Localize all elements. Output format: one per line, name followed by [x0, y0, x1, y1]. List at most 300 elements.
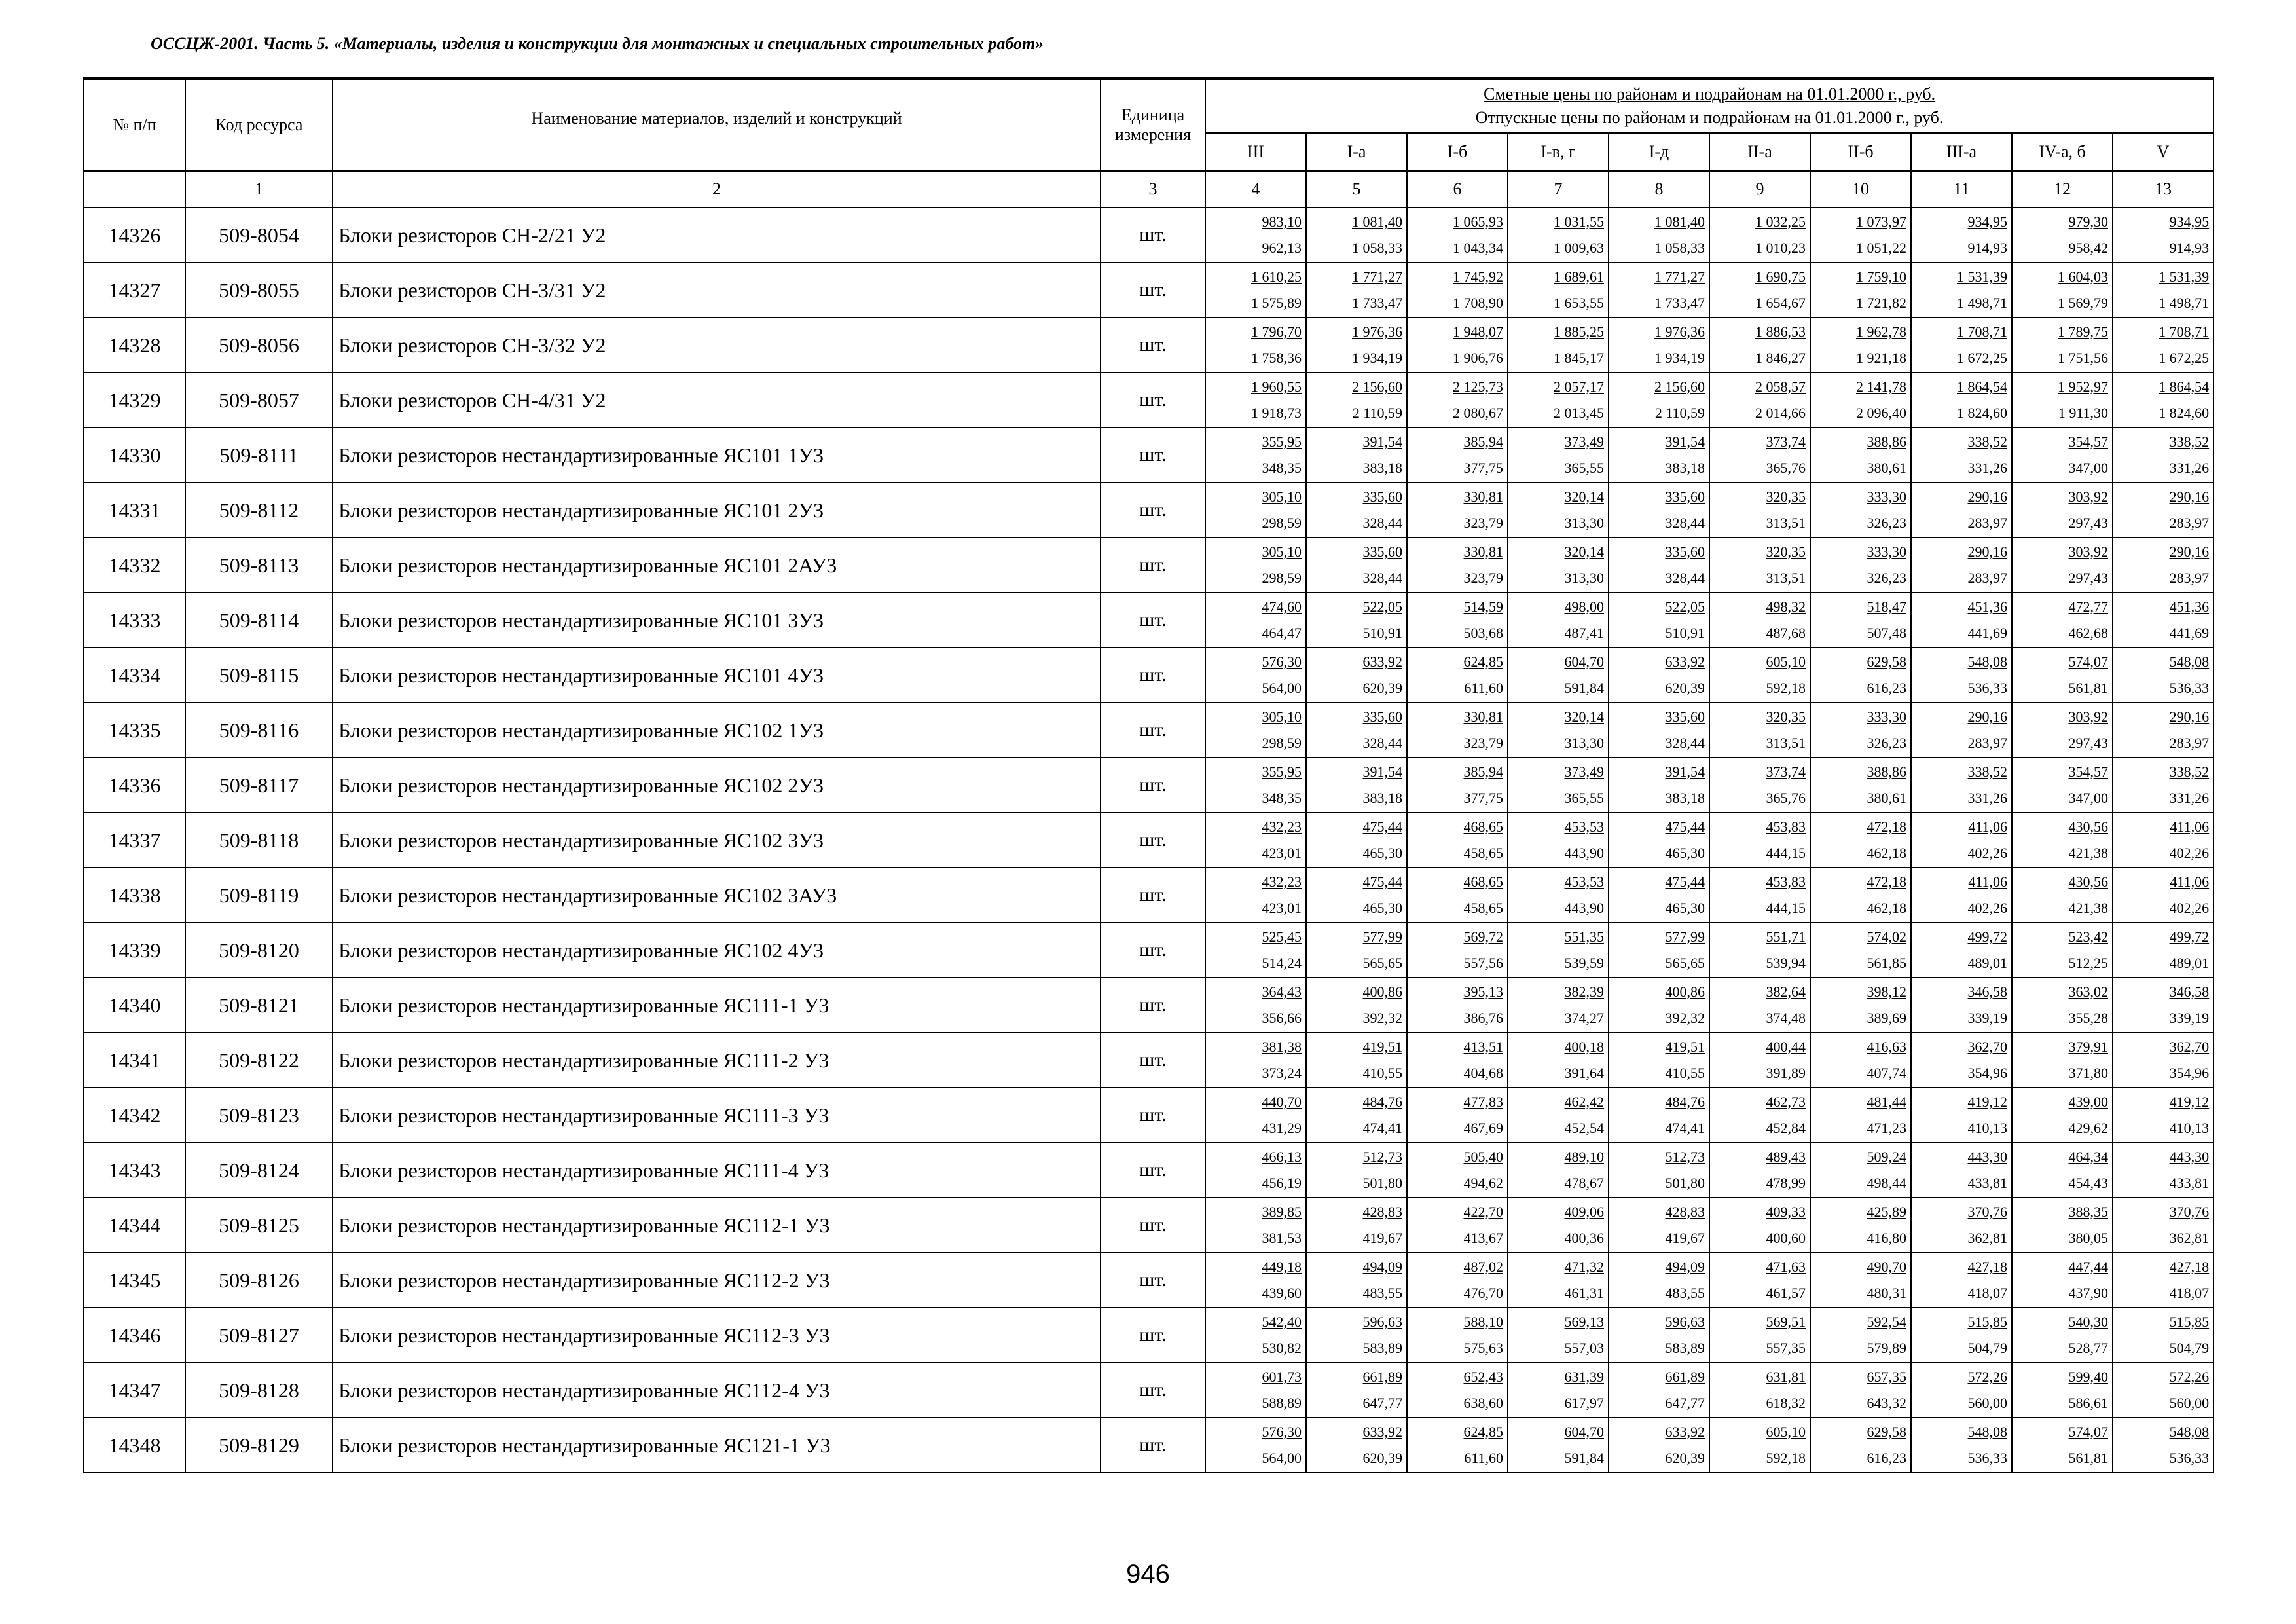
estimate-price: 2 057,17 [1554, 378, 1604, 395]
estimate-price: 305,10 [1262, 709, 1302, 725]
estimate-price: 370,76 [2169, 1204, 2210, 1220]
estimate-price: 629,58 [1867, 1424, 1906, 1440]
row-number: 14338 [84, 868, 185, 923]
estimate-price: 409,06 [1564, 1204, 1604, 1220]
estimate-price: 346,58 [2169, 984, 2210, 1000]
release-price: 443,90 [1564, 845, 1604, 861]
estimate-price: 661,89 [1665, 1369, 1705, 1385]
price-cell [1508, 593, 1609, 648]
estimate-price: 362,70 [2169, 1039, 2210, 1055]
estimate-price: 338,52 [1967, 764, 2007, 780]
estimate-price: 335,60 [1665, 544, 1705, 560]
estimate-price: 388,86 [1867, 764, 1906, 780]
release-price: 539,94 [1766, 955, 1806, 971]
price-cell [1306, 758, 1407, 813]
unit-of-measure: шт. [1101, 1033, 1205, 1088]
price-cell [1407, 1418, 1508, 1473]
estimate-price: 411,06 [2170, 874, 2210, 890]
release-price: 489,01 [2169, 955, 2210, 971]
resource-code: 509-8116 [185, 703, 333, 758]
price-cell [2012, 1418, 2113, 1473]
release-price: 591,84 [1564, 680, 1604, 696]
release-price: 418,07 [1967, 1285, 2007, 1301]
price-cell [1205, 1033, 1306, 1088]
header-code: Код ресурса [185, 79, 333, 171]
price-cell [1205, 593, 1306, 648]
release-price: 501,80 [1665, 1175, 1705, 1191]
price-cell [1810, 318, 1911, 373]
estimate-price: 355,95 [1262, 764, 1302, 780]
price-cell [2012, 978, 2113, 1033]
unit-of-measure: шт. [1101, 1253, 1205, 1308]
estimate-price: 525,45 [1262, 929, 1302, 945]
release-price: 536,33 [2169, 680, 2210, 696]
release-price: 323,79 [1463, 735, 1503, 751]
release-price: 441,69 [2169, 625, 2210, 641]
release-price: 2 013,45 [1554, 405, 1604, 421]
estimate-price: 523,42 [2068, 929, 2108, 945]
release-price: 487,41 [1564, 625, 1604, 641]
release-price: 536,33 [1967, 680, 2007, 696]
release-price: 389,69 [1867, 1010, 1906, 1026]
unit-of-measure: шт. [1101, 1363, 1205, 1418]
unit-of-measure: шт. [1101, 923, 1205, 978]
estimate-price: 440,70 [1262, 1094, 1302, 1110]
release-price: 647,77 [1665, 1395, 1705, 1411]
price-cell [1205, 923, 1306, 978]
release-price: 647,77 [1362, 1395, 1402, 1411]
estimate-price: 548,08 [1967, 1424, 2007, 1440]
table-row [84, 1253, 2214, 1308]
price-cell [1609, 373, 1709, 428]
column-number: 11 [1911, 171, 2012, 208]
resource-code: 509-8115 [185, 648, 333, 703]
price-cell [1709, 593, 1810, 648]
row-number: 14335 [84, 703, 185, 758]
release-price: 347,00 [2068, 790, 2108, 806]
estimate-price: 447,44 [2068, 1259, 2108, 1275]
material-name: Блоки резисторов нестандартизированные ЯС101 3У3 [333, 593, 1101, 648]
price-cell [2012, 1363, 2113, 1418]
release-price: 483,55 [1362, 1285, 1402, 1301]
price-cell [1306, 1033, 1407, 1088]
release-price: 339,19 [1967, 1010, 2007, 1026]
release-price: 478,99 [1766, 1175, 1806, 1191]
row-number: 14346 [84, 1308, 185, 1363]
release-price: 454,43 [2068, 1175, 2108, 1191]
release-price: 431,29 [1262, 1120, 1302, 1136]
estimate-price: 427,18 [1967, 1259, 2007, 1275]
estimate-price: 604,70 [1564, 654, 1604, 670]
price-cell [1709, 1198, 1810, 1253]
price-cell [1205, 1143, 1306, 1198]
release-price: 283,97 [1967, 515, 2007, 531]
price-cell [1407, 758, 1508, 813]
price-cell [1508, 318, 1609, 373]
release-price: 560,00 [1967, 1395, 2007, 1411]
price-cell [2113, 1363, 2214, 1418]
header-region: I-в, г [1508, 133, 1609, 171]
release-price: 339,19 [2169, 1010, 2210, 1026]
column-number-row [84, 171, 2214, 208]
release-price: 297,43 [2068, 515, 2108, 531]
release-price: 380,61 [1867, 790, 1906, 806]
estimate-price: 320,14 [1564, 709, 1604, 725]
estimate-price: 320,14 [1564, 544, 1604, 560]
price-cell [1306, 593, 1407, 648]
row-number: 14333 [84, 593, 185, 648]
release-price: 617,97 [1564, 1395, 1604, 1411]
release-price: 489,01 [1967, 955, 2007, 971]
resource-code: 509-8112 [185, 483, 333, 538]
price-cell [2012, 263, 2113, 318]
unit-of-measure: шт. [1101, 1198, 1205, 1253]
price-cell [1306, 1088, 1407, 1143]
header-num: № п/п [84, 79, 185, 171]
estimate-price: 475,44 [1362, 874, 1402, 890]
release-price: 592,18 [1766, 680, 1806, 696]
estimate-price: 1 531,39 [2159, 268, 2210, 285]
price-cell [2113, 538, 2214, 593]
release-price: 298,59 [1262, 515, 1302, 531]
price-cell [2012, 758, 2113, 813]
estimate-price: 1 073,97 [1856, 213, 1906, 230]
price-cell [1407, 1363, 1508, 1418]
estimate-price: 290,16 [2169, 709, 2210, 725]
release-price: 471,23 [1867, 1120, 1906, 1136]
price-cell [1407, 1308, 1508, 1363]
release-price: 423,01 [1262, 845, 1302, 861]
price-cell [1709, 923, 1810, 978]
resource-code: 509-8128 [185, 1363, 333, 1418]
unit-of-measure: шт. [1101, 813, 1205, 868]
estimate-price: 443,30 [1967, 1149, 2007, 1165]
price-cell [1508, 1143, 1609, 1198]
estimate-price: 596,63 [1362, 1314, 1402, 1330]
material-name: Блоки резисторов нестандартизированные ЯС111-1 У3 [333, 978, 1101, 1033]
release-price: 1 824,60 [2159, 405, 2210, 421]
estimate-price: 1 032,25 [1755, 213, 1806, 230]
estimate-price: 335,60 [1665, 709, 1705, 725]
resource-code: 509-8055 [185, 263, 333, 318]
price-cell [1911, 1088, 2012, 1143]
release-price: 400,60 [1766, 1230, 1806, 1246]
row-number: 14337 [84, 813, 185, 868]
estimate-price: 631,39 [1564, 1369, 1604, 1385]
release-price: 383,18 [1665, 790, 1705, 806]
price-cell [1306, 373, 1407, 428]
price-cell [1709, 1418, 1810, 1473]
column-number: 8 [1609, 171, 1709, 208]
estimate-price: 514,59 [1463, 599, 1503, 615]
column-number: 1 [185, 171, 333, 208]
price-cell [2113, 758, 2214, 813]
estimate-price: 477,83 [1463, 1094, 1503, 1110]
price-cell [1609, 1308, 1709, 1363]
estimate-price: 661,89 [1362, 1369, 1402, 1385]
release-price: 452,84 [1766, 1120, 1806, 1136]
estimate-price: 1 745,92 [1453, 268, 1503, 285]
price-cell [1407, 1033, 1508, 1088]
price-cell [1810, 263, 1911, 318]
price-cell [1810, 428, 1911, 483]
resource-code: 509-8114 [185, 593, 333, 648]
table-row [84, 483, 2214, 538]
price-cell [1911, 1033, 2012, 1088]
header-unit: Единица измерения [1101, 79, 1205, 171]
release-price: 557,56 [1463, 955, 1503, 971]
unit-of-measure: шт. [1101, 538, 1205, 593]
release-price: 498,44 [1867, 1175, 1906, 1191]
release-price: 461,57 [1766, 1285, 1806, 1301]
column-number: 5 [1306, 171, 1407, 208]
price-cell [1709, 318, 1810, 373]
release-price: 539,59 [1564, 955, 1604, 971]
release-price: 536,33 [2169, 1450, 2210, 1466]
material-name: Блоки резисторов нестандартизированные ЯС121-1 У3 [333, 1418, 1101, 1473]
estimate-price: 512,73 [1665, 1149, 1705, 1165]
release-price: 536,33 [1967, 1450, 2007, 1466]
price-cell [1911, 428, 2012, 483]
unit-of-measure: шт. [1101, 318, 1205, 373]
price-cell [1508, 1088, 1609, 1143]
estimate-price: 320,35 [1766, 544, 1806, 560]
release-price: 501,80 [1362, 1175, 1402, 1191]
price-cell [1609, 1418, 1709, 1473]
price-cell [1407, 1253, 1508, 1308]
estimate-price: 370,76 [1967, 1204, 2007, 1220]
estimate-price: 983,10 [1262, 213, 1302, 230]
price-cell [2113, 373, 2214, 428]
price-cell [1911, 593, 2012, 648]
estimate-price: 381,38 [1262, 1039, 1302, 1055]
estimate-price: 551,35 [1564, 929, 1604, 945]
release-price: 1 498,71 [1957, 295, 2007, 311]
release-price: 331,26 [2169, 790, 2210, 806]
estimate-price: 398,12 [1867, 984, 1906, 1000]
estimate-price: 411,06 [2170, 819, 2210, 835]
estimate-price: 1 952,97 [2058, 378, 2108, 395]
column-number: 6 [1407, 171, 1508, 208]
estimate-price: 601,73 [1262, 1369, 1302, 1385]
price-cell [1609, 593, 1709, 648]
release-price: 465,30 [1362, 845, 1402, 861]
price-cell [1609, 758, 1709, 813]
price-cell [1205, 868, 1306, 923]
header-region: III-а [1911, 133, 2012, 171]
estimate-price: 2 125,73 [1453, 378, 1503, 395]
table-row [84, 978, 2214, 1033]
price-cell [1609, 428, 1709, 483]
header-region: III [1205, 133, 1306, 171]
price-cell [1306, 648, 1407, 703]
estimate-price: 428,83 [1665, 1204, 1705, 1220]
release-price: 476,70 [1463, 1285, 1503, 1301]
resource-code: 509-8056 [185, 318, 333, 373]
price-cell [1306, 208, 1407, 263]
price-cell [1508, 538, 1609, 593]
unit-of-measure: шт. [1101, 428, 1205, 483]
table-row [84, 758, 2214, 813]
price-cell [1911, 923, 2012, 978]
release-price: 474,41 [1362, 1120, 1402, 1136]
estimate-price: 373,49 [1564, 434, 1604, 450]
price-cell [1609, 1198, 1709, 1253]
estimate-price: 1 796,70 [1251, 323, 1302, 340]
row-number: 14328 [84, 318, 185, 373]
estimate-price: 475,44 [1362, 819, 1402, 835]
price-cell [1306, 1363, 1407, 1418]
release-price: 620,39 [1362, 680, 1402, 696]
material-name: Блоки резисторов нестандартизированные ЯС102 2У3 [333, 758, 1101, 813]
estimate-price: 335,60 [1362, 489, 1402, 505]
release-price: 591,84 [1564, 1450, 1604, 1466]
price-cell [1205, 1363, 1306, 1418]
header-region: I-б [1407, 133, 1508, 171]
release-price: 638,60 [1463, 1395, 1503, 1411]
estimate-price: 330,81 [1463, 489, 1503, 505]
price-cell [1709, 813, 1810, 868]
material-name: Блоки резисторов нестандартизированные ЯС101 1У3 [333, 428, 1101, 483]
estimate-price: 430,56 [2068, 819, 2108, 835]
release-price: 313,51 [1766, 570, 1806, 586]
release-price: 283,97 [2169, 735, 2210, 751]
price-cell [1810, 758, 1911, 813]
release-price: 512,25 [2068, 955, 2108, 971]
estimate-price: 391,54 [1665, 434, 1705, 450]
resource-code: 509-8127 [185, 1308, 333, 1363]
resource-code: 509-8126 [185, 1253, 333, 1308]
estimate-price: 419,12 [2169, 1094, 2210, 1110]
price-cell [2113, 813, 2214, 868]
column-number: 13 [2113, 171, 2214, 208]
price-cell [1407, 263, 1508, 318]
release-price: 374,48 [1766, 1010, 1806, 1026]
estimate-price: 449,18 [1262, 1259, 1302, 1275]
estimate-price: 373,74 [1766, 764, 1806, 780]
price-cell [1407, 208, 1508, 263]
release-price: 1 672,25 [1957, 350, 2007, 366]
release-price: 418,07 [2169, 1285, 2210, 1301]
price-cell [1810, 1418, 1911, 1473]
estimate-price: 453,53 [1564, 819, 1604, 835]
release-price: 326,23 [1867, 570, 1906, 586]
estimate-price: 633,92 [1665, 1424, 1705, 1440]
release-price: 297,43 [2068, 570, 2108, 586]
price-cell [1709, 703, 1810, 758]
estimate-price: 290,16 [1967, 544, 2007, 560]
row-number: 14334 [84, 648, 185, 703]
release-price: 561,85 [1867, 955, 1906, 971]
release-price: 355,28 [2068, 1010, 2108, 1026]
estimate-price: 577,99 [1665, 929, 1705, 945]
price-cell [2113, 648, 2214, 703]
price-cell [2113, 483, 2214, 538]
estimate-price: 1 708,71 [2159, 323, 2210, 340]
price-cell [1609, 318, 1709, 373]
estimate-price: 569,72 [1463, 929, 1503, 945]
price-cell [1911, 1198, 2012, 1253]
row-number: 14342 [84, 1088, 185, 1143]
price-cell [1306, 1253, 1407, 1308]
price-cell [1306, 813, 1407, 868]
price-cell [2113, 1088, 2214, 1143]
price-cell [1609, 1088, 1709, 1143]
release-price: 2 096,40 [1856, 405, 1906, 421]
estimate-price: 419,51 [1665, 1039, 1705, 1055]
price-cell [1508, 1253, 1609, 1308]
price-cell [1205, 978, 1306, 1033]
table-row [84, 373, 2214, 428]
release-price: 620,39 [1362, 1450, 1402, 1466]
unit-of-measure: шт. [1101, 483, 1205, 538]
column-number: 10 [1810, 171, 1911, 208]
release-price: 914,93 [1967, 240, 2007, 256]
price-cell [1810, 373, 1911, 428]
price-cell [1709, 1088, 1810, 1143]
release-price: 452,54 [1564, 1120, 1604, 1136]
release-price: 377,75 [1463, 790, 1503, 806]
resource-code: 509-8111 [185, 428, 333, 483]
price-cell [1609, 648, 1709, 703]
release-price: 391,64 [1564, 1065, 1604, 1081]
release-price: 362,81 [2169, 1230, 2210, 1246]
price-cell [1508, 923, 1609, 978]
release-price: 1 043,34 [1453, 240, 1503, 256]
price-cell [1810, 868, 1911, 923]
estimate-price: 474,60 [1262, 599, 1302, 615]
release-price: 1 758,36 [1251, 350, 1302, 366]
release-price: 402,26 [1967, 900, 2007, 916]
estimate-price: 373,49 [1564, 764, 1604, 780]
resource-code: 509-8124 [185, 1143, 333, 1198]
estimate-price: 391,54 [1362, 434, 1402, 450]
material-name: Блоки резисторов СН-4/31 У2 [333, 373, 1101, 428]
release-price: 416,80 [1867, 1230, 1906, 1246]
release-price: 374,27 [1564, 1010, 1604, 1026]
price-cell [1911, 1363, 2012, 1418]
release-price: 1 906,76 [1453, 350, 1503, 366]
price-cell [1810, 1143, 1911, 1198]
release-price: 611,60 [1464, 680, 1503, 696]
estimate-price: 395,13 [1463, 984, 1503, 1000]
release-price: 561,81 [2068, 1450, 2108, 1466]
resource-code: 509-8113 [185, 538, 333, 593]
price-cell [1810, 1088, 1911, 1143]
table-row [84, 1033, 2214, 1088]
release-price: 354,96 [2169, 1065, 2210, 1081]
estimate-price: 338,52 [1967, 434, 2007, 450]
price-cell [1205, 1198, 1306, 1253]
price-cell [2012, 538, 2113, 593]
release-price: 419,67 [1362, 1230, 1402, 1246]
release-price: 313,30 [1564, 735, 1604, 751]
row-number: 14347 [84, 1363, 185, 1418]
row-number: 14327 [84, 263, 185, 318]
price-cell [1508, 1308, 1609, 1363]
release-price: 474,41 [1665, 1120, 1705, 1136]
release-price: 528,77 [2068, 1340, 2108, 1356]
estimate-price: 346,58 [1967, 984, 2007, 1000]
release-price: 643,32 [1867, 1395, 1906, 1411]
estimate-price: 1 065,93 [1453, 213, 1503, 230]
estimate-price: 428,83 [1362, 1204, 1402, 1220]
price-cell [1508, 483, 1609, 538]
unit-of-measure: шт. [1101, 703, 1205, 758]
price-cell [1306, 1418, 1407, 1473]
row-number: 14340 [84, 978, 185, 1033]
material-name: Блоки резисторов нестандартизированные ЯС112-2 У3 [333, 1253, 1101, 1308]
